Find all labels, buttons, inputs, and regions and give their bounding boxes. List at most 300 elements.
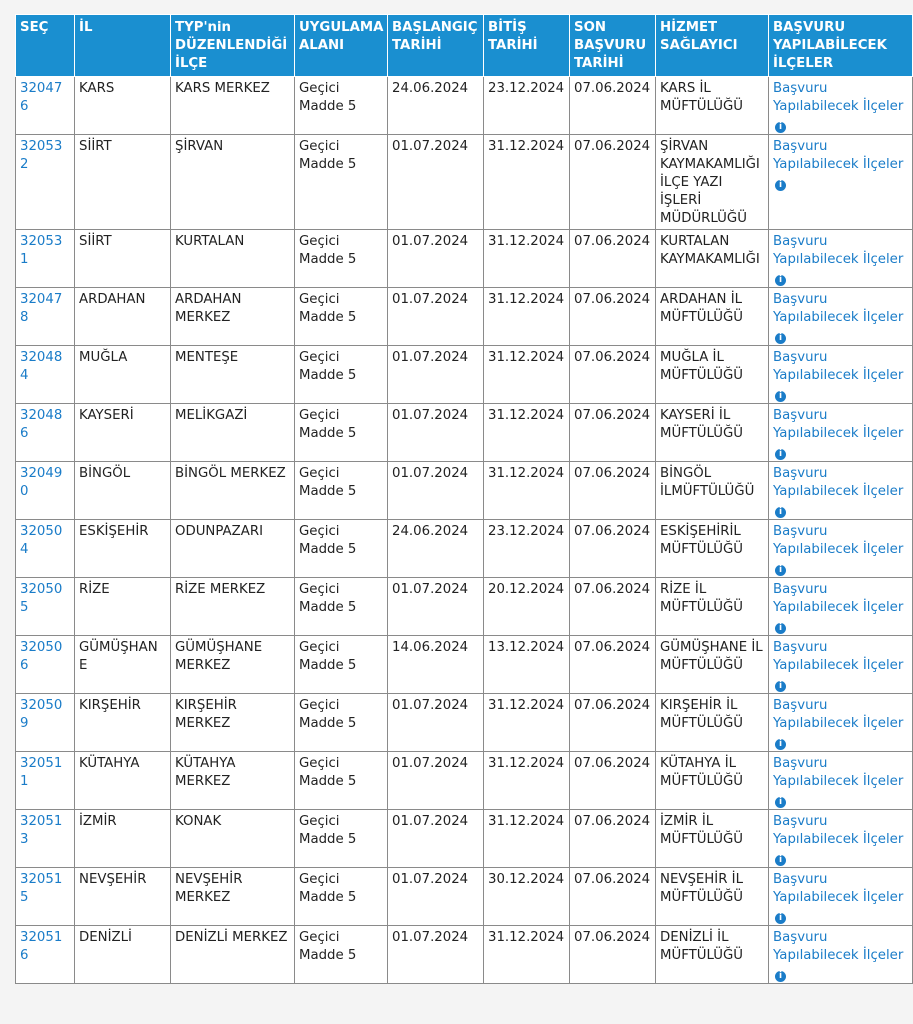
header-sec[interactable]: SEÇ [16,15,75,77]
cell-hizmet [656,810,769,868]
cell-baslangic-text: 01.07.2024 [392,756,469,771]
cell-il-text: SİİRT [79,139,112,154]
cell-baslangic [388,404,484,462]
cell-alan [295,404,388,462]
cell-il [75,520,171,578]
cell-basvuru-ilceler [769,462,913,520]
cell-hizmet-text: BİNGÖL İLMÜFTÜLÜĞÜ [660,466,755,499]
cell-alan-text: Geçici Madde 5 [299,582,357,615]
basvuru-ilceler-link-label: Başvuru Yapılabilecek İlçeler [773,466,904,499]
cell-son-basvuru-text: 07.06.2024 [574,640,651,655]
basvuru-ilceler-link[interactable] [773,930,903,981]
cell-son-basvuru [570,810,656,868]
cell-basvuru-ilceler [769,752,913,810]
cell-bitis [484,520,570,578]
cell-bitis-text: 30.12.2024 [488,872,565,887]
cell-il [75,135,171,230]
header-ilce[interactable]: TYP'nin DÜZENLENDİĞİ İLÇE [171,15,295,77]
cell-ilce [171,462,295,520]
basvuru-ilceler-link[interactable] [773,408,903,459]
cell-alan-text: Geçici Madde 5 [299,930,357,963]
cell-alan [295,578,388,636]
cell-alan [295,346,388,404]
table-row [16,868,913,926]
cell-son-basvuru-text: 07.06.2024 [574,408,651,423]
cell-bitis-text: 31.12.2024 [488,466,565,481]
basvuru-ilceler-link[interactable] [773,139,903,190]
cell-basvuru-ilceler [769,288,913,346]
cell-hizmet [656,135,769,230]
cell-alan-text: Geçici Madde 5 [299,350,357,383]
cell-son-basvuru [570,868,656,926]
table-row [16,636,913,694]
select-id-link-text[interactable]: 320486 [20,408,63,441]
cell-hizmet-text: MUĞLA İL MÜFTÜLÜĞÜ [660,350,743,383]
select-id-link [16,462,75,520]
info-icon[interactable]: i [775,797,786,808]
cell-bitis [484,694,570,752]
cell-alan-text: Geçici Madde 5 [299,872,357,905]
table-body [16,77,913,984]
cell-alan [295,77,388,135]
cell-ilce-text: MENTEŞE [175,350,239,365]
select-id-link-text[interactable]: 320506 [20,640,63,673]
select-id-link-text[interactable]: 320513 [20,814,63,847]
select-id-link-text[interactable]: 320504 [20,524,63,557]
cell-il [75,810,171,868]
cell-son-basvuru-text: 07.06.2024 [574,292,651,307]
cell-il-text: GÜMÜŞHANE [79,640,158,673]
cell-son-basvuru-text: 07.06.2024 [574,139,651,154]
cell-ilce-text: KIRŞEHİR MERKEZ [175,698,237,731]
basvuru-ilceler-link[interactable] [773,292,903,343]
select-id-link-text[interactable]: 320476 [20,81,63,114]
cell-ilce [171,288,295,346]
cell-alan-text: Geçici Madde 5 [299,640,357,673]
cell-baslangic-text: 14.06.2024 [392,640,469,655]
cell-il-text: BİNGÖL [79,466,131,481]
cell-il-text: ARDAHAN [79,292,146,307]
cell-il [75,694,171,752]
basvuru-ilceler-link[interactable] [773,350,903,401]
cell-alan-text: Geçici Madde 5 [299,292,357,325]
cell-baslangic [388,752,484,810]
cell-ilce-text: RİZE MERKEZ [175,582,266,597]
info-icon[interactable]: i [775,122,786,133]
info-icon[interactable]: i [775,565,786,576]
cell-il [75,77,171,135]
cell-baslangic-text: 01.07.2024 [392,292,469,307]
cell-ilce-text: ŞİRVAN [175,139,224,154]
cell-hizmet-text: ESKİŞEHİRİL MÜFTÜLÜĞÜ [660,524,743,557]
basvuru-ilceler-link[interactable] [773,81,903,132]
basvuru-ilceler-link[interactable] [773,698,903,749]
cell-son-basvuru [570,520,656,578]
select-id-link [16,694,75,752]
cell-bitis-text: 20.12.2024 [488,582,565,597]
cell-il-text: KÜTAHYA [79,756,140,771]
cell-ilce-text: NEVŞEHİR MERKEZ [175,872,243,905]
cell-ilce-text: GÜMÜŞHANE MERKEZ [175,640,263,673]
select-id-link [16,520,75,578]
cell-son-basvuru [570,694,656,752]
cell-ilce-text: ODUNPAZARI [175,524,264,539]
cell-basvuru-ilceler [769,404,913,462]
table-row [16,752,913,810]
select-id-link [16,636,75,694]
basvuru-ilceler-link-label: Başvuru Yapılabilecek İlçeler [773,698,904,731]
cell-hizmet [656,462,769,520]
cell-bitis-text: 31.12.2024 [488,139,565,154]
cell-son-basvuru [570,578,656,636]
select-id-link-text[interactable]: 320532 [20,139,63,172]
header-alan[interactable]: UYGULAMA ALANI [295,15,388,77]
cell-il [75,462,171,520]
cell-il-text: İZMİR [79,814,117,829]
cell-alan-text: Geçici Madde 5 [299,466,357,499]
cell-son-basvuru-text: 07.06.2024 [574,466,651,481]
cell-bitis [484,578,570,636]
cell-bitis-text: 31.12.2024 [488,292,565,307]
info-icon[interactable]: i [775,180,786,191]
cell-baslangic-text: 01.07.2024 [392,408,469,423]
cell-basvuru-ilceler [769,578,913,636]
cell-bitis [484,404,570,462]
basvuru-ilceler-link[interactable] [773,466,903,517]
cell-son-basvuru-text: 07.06.2024 [574,698,651,713]
basvuru-ilceler-link-label: Başvuru Yapılabilecek İlçeler [773,582,904,615]
cell-hizmet-text: KÜTAHYA İL MÜFTÜLÜĞÜ [660,756,743,789]
cell-baslangic-text: 01.07.2024 [392,698,469,713]
cell-alan [295,810,388,868]
results-table [15,14,913,984]
cell-son-basvuru-text: 07.06.2024 [574,930,651,945]
table-row [16,77,913,135]
cell-il [75,926,171,984]
cell-il-text: KAYSERİ [79,408,134,423]
select-id-link-text[interactable]: 320505 [20,582,63,615]
cell-il-text: RİZE [79,582,110,597]
cell-bitis [484,810,570,868]
cell-hizmet-text: NEVŞEHİR İL MÜFTÜLÜĞÜ [660,872,744,905]
info-icon[interactable]: i [775,913,786,924]
cell-il [75,230,171,288]
cell-il-text: MUĞLA [79,350,128,365]
cell-bitis [484,752,570,810]
basvuru-ilceler-link-label: Başvuru Yapılabilecek İlçeler [773,292,904,325]
cell-baslangic [388,520,484,578]
select-id-link-text[interactable]: 320531 [20,234,63,267]
select-id-link-text[interactable]: 320509 [20,698,63,731]
cell-hizmet [656,868,769,926]
table-row [16,346,913,404]
cell-ilce [171,135,295,230]
cell-baslangic-text: 01.07.2024 [392,234,469,249]
select-id-link [16,346,75,404]
basvuru-ilceler-link-label: Başvuru Yapılabilecek İlçeler [773,814,904,847]
cell-ilce-text: KÜTAHYA MERKEZ [175,756,236,789]
header-row [16,15,913,77]
basvuru-ilceler-link[interactable] [773,524,903,575]
cell-bitis-text: 31.12.2024 [488,756,565,771]
cell-bitis [484,230,570,288]
cell-hizmet-text: KARS İL MÜFTÜLÜĞÜ [660,81,743,114]
cell-baslangic-text: 01.07.2024 [392,139,469,154]
cell-ilce-text: ARDAHAN MERKEZ [175,292,242,325]
cell-alan [295,752,388,810]
cell-basvuru-ilceler [769,810,913,868]
cell-alan [295,520,388,578]
cell-ilce [171,926,295,984]
select-id-link [16,230,75,288]
cell-hizmet-text: RİZE İL MÜFTÜLÜĞÜ [660,582,743,615]
cell-ilce-text: DENİZLİ MERKEZ [175,930,288,945]
cell-baslangic [388,578,484,636]
cell-baslangic [388,288,484,346]
cell-son-basvuru [570,926,656,984]
cell-son-basvuru [570,230,656,288]
cell-son-basvuru-text: 07.06.2024 [574,350,651,365]
cell-son-basvuru-text: 07.06.2024 [574,81,651,96]
cell-hizmet-text: ŞİRVAN KAYMAKAMLIĞI İLÇE YAZI İŞLERİ MÜDÜRLÜĞÜ [660,139,760,226]
cell-son-basvuru [570,462,656,520]
cell-bitis [484,77,570,135]
info-icon[interactable]: i [775,739,786,750]
cell-son-basvuru [570,404,656,462]
cell-bitis-text: 23.12.2024 [488,81,565,96]
cell-son-basvuru [570,288,656,346]
select-id-link [16,404,75,462]
cell-bitis [484,636,570,694]
cell-alan-text: Geçici Madde 5 [299,139,357,172]
cell-ilce [171,520,295,578]
cell-hizmet [656,694,769,752]
basvuru-ilceler-link[interactable] [773,872,903,923]
cell-hizmet [656,520,769,578]
cell-hizmet-text: KAYSERİ İL MÜFTÜLÜĞÜ [660,408,743,441]
cell-hizmet [656,578,769,636]
cell-baslangic [388,926,484,984]
cell-son-basvuru-text: 07.06.2024 [574,524,651,539]
cell-il [75,752,171,810]
cell-hizmet-text: KIRŞEHİR İL MÜFTÜLÜĞÜ [660,698,743,731]
cell-il-text: SİİRT [79,234,112,249]
cell-baslangic-text: 01.07.2024 [392,814,469,829]
cell-alan-text: Geçici Madde 5 [299,814,357,847]
cell-baslangic-text: 01.07.2024 [392,872,469,887]
cell-son-basvuru-text: 07.06.2024 [574,234,651,249]
header-baslangic[interactable]: BAŞLANGIÇ TARİHİ [388,15,484,77]
info-icon[interactable]: i [775,391,786,402]
info-icon[interactable]: i [775,507,786,518]
cell-ilce [171,810,295,868]
cell-ilce-text: KARS MERKEZ [175,81,270,96]
basvuru-ilceler-link[interactable] [773,640,903,691]
cell-ilce-text: BİNGÖL MERKEZ [175,466,286,481]
cell-bitis [484,135,570,230]
cell-bitis-text: 31.12.2024 [488,350,565,365]
cell-alan [295,288,388,346]
cell-son-basvuru-text: 07.06.2024 [574,814,651,829]
cell-baslangic [388,810,484,868]
select-id-link-text[interactable]: 320516 [20,930,63,963]
cell-son-basvuru-text: 07.06.2024 [574,756,651,771]
cell-ilce [171,77,295,135]
cell-hizmet [656,752,769,810]
cell-bitis [484,462,570,520]
cell-baslangic-text: 01.07.2024 [392,582,469,597]
table-row [16,404,913,462]
cell-son-basvuru [570,752,656,810]
select-id-link-text[interactable]: 320478 [20,292,63,325]
cell-hizmet [656,77,769,135]
cell-il-text: NEVŞEHİR [79,872,147,887]
cell-son-basvuru [570,135,656,230]
cell-alan [295,926,388,984]
info-icon[interactable]: i [775,275,786,286]
basvuru-ilceler-link[interactable] [773,814,903,865]
cell-bitis-text: 31.12.2024 [488,930,565,945]
cell-baslangic [388,77,484,135]
cell-il-text: KARS [79,81,115,96]
cell-alan [295,636,388,694]
cell-il [75,636,171,694]
table-row [16,520,913,578]
basvuru-ilceler-link[interactable] [773,582,903,633]
cell-alan [295,230,388,288]
basvuru-ilceler-link[interactable] [773,756,903,807]
cell-son-basvuru-text: 07.06.2024 [574,582,651,597]
cell-basvuru-ilceler [769,77,913,135]
header-hizmet[interactable]: HİZMET SAĞLAYICI [656,15,769,77]
select-id-link-text[interactable]: 320511 [20,756,63,789]
cell-alan [295,868,388,926]
select-id-link-text[interactable]: 320484 [20,350,63,383]
header-basvuru-ilceler[interactable]: BAŞVURU YAPILABİLECEK İLÇELER [769,15,913,77]
cell-alan-text: Geçici Madde 5 [299,234,357,267]
cell-baslangic-text: 01.07.2024 [392,466,469,481]
cell-bitis-text: 31.12.2024 [488,814,565,829]
cell-hizmet [656,288,769,346]
basvuru-ilceler-link-label: Başvuru Yapılabilecek İlçeler [773,930,904,963]
basvuru-ilceler-link-label: Başvuru Yapılabilecek İlçeler [773,234,904,267]
table-row [16,462,913,520]
header-son-basvuru[interactable]: SON BAŞVURU TARİHİ [570,15,656,77]
info-icon[interactable]: i [775,449,786,460]
cell-bitis [484,346,570,404]
cell-bitis-text: 13.12.2024 [488,640,565,655]
cell-ilce-text: KONAK [175,814,222,829]
cell-ilce [171,636,295,694]
cell-basvuru-ilceler [769,135,913,230]
cell-bitis [484,868,570,926]
cell-bitis-text: 31.12.2024 [488,234,565,249]
cell-alan-text: Geçici Madde 5 [299,81,357,114]
cell-ilce [171,578,295,636]
cell-baslangic [388,346,484,404]
cell-alan-text: Geçici Madde 5 [299,698,357,731]
table-row [16,135,913,230]
cell-baslangic-text: 01.07.2024 [392,930,469,945]
cell-baslangic-text: 24.06.2024 [392,81,469,96]
cell-hizmet [656,404,769,462]
cell-ilce-text: KURTALAN [175,234,245,249]
info-icon[interactable]: i [775,333,786,344]
cell-bitis [484,926,570,984]
cell-basvuru-ilceler [769,636,913,694]
table-row [16,926,913,984]
cell-alan-text: Geçici Madde 5 [299,524,357,557]
cell-baslangic-text: 24.06.2024 [392,524,469,539]
cell-bitis [484,288,570,346]
select-id-link [16,926,75,984]
cell-son-basvuru-text: 07.06.2024 [574,872,651,887]
cell-son-basvuru [570,636,656,694]
cell-alan-text: Geçici Madde 5 [299,408,357,441]
table-row [16,230,913,288]
cell-bitis-text: 31.12.2024 [488,698,565,713]
select-id-link [16,135,75,230]
basvuru-ilceler-link-label: Başvuru Yapılabilecek İlçeler [773,756,904,789]
select-id-link [16,77,75,135]
table-row [16,694,913,752]
select-id-link [16,752,75,810]
select-id-link [16,810,75,868]
select-id-link-text[interactable]: 320515 [20,872,63,905]
select-id-link-text[interactable]: 320490 [20,466,63,499]
cell-basvuru-ilceler [769,346,913,404]
cell-basvuru-ilceler [769,694,913,752]
cell-il-text: KIRŞEHİR [79,698,141,713]
cell-alan-text: Geçici Madde 5 [299,756,357,789]
basvuru-ilceler-link[interactable] [773,234,903,285]
cell-alan [295,694,388,752]
cell-alan [295,462,388,520]
basvuru-ilceler-link-label: Başvuru Yapılabilecek İlçeler [773,524,904,557]
table-row [16,288,913,346]
cell-ilce [171,346,295,404]
select-id-link [16,868,75,926]
info-icon[interactable]: i [775,971,786,982]
cell-ilce [171,694,295,752]
cell-son-basvuru [570,346,656,404]
basvuru-ilceler-link-label: Başvuru Yapılabilecek İlçeler [773,408,904,441]
header-bitis[interactable]: BİTİŞ TARİHİ [484,15,570,77]
cell-ilce [171,868,295,926]
cell-il [75,404,171,462]
cell-basvuru-ilceler [769,520,913,578]
info-icon[interactable]: i [775,623,786,634]
cell-son-basvuru [570,77,656,135]
cell-baslangic-text: 01.07.2024 [392,350,469,365]
info-icon[interactable]: i [775,681,786,692]
cell-bitis-text: 31.12.2024 [488,408,565,423]
cell-baslangic [388,694,484,752]
info-icon[interactable]: i [775,855,786,866]
table-row [16,810,913,868]
cell-il-text: DENİZLİ [79,930,132,945]
cell-baslangic [388,636,484,694]
cell-ilce [171,404,295,462]
cell-il [75,578,171,636]
cell-baslangic [388,868,484,926]
cell-hizmet-text: DENİZLİ İL MÜFTÜLÜĞÜ [660,930,743,963]
header-il[interactable]: İL [75,15,171,77]
cell-hizmet [656,636,769,694]
cell-bitis-text: 23.12.2024 [488,524,565,539]
cell-hizmet-text: GÜMÜŞHANE İL MÜFTÜLÜĞÜ [660,640,763,673]
cell-hizmet [656,230,769,288]
